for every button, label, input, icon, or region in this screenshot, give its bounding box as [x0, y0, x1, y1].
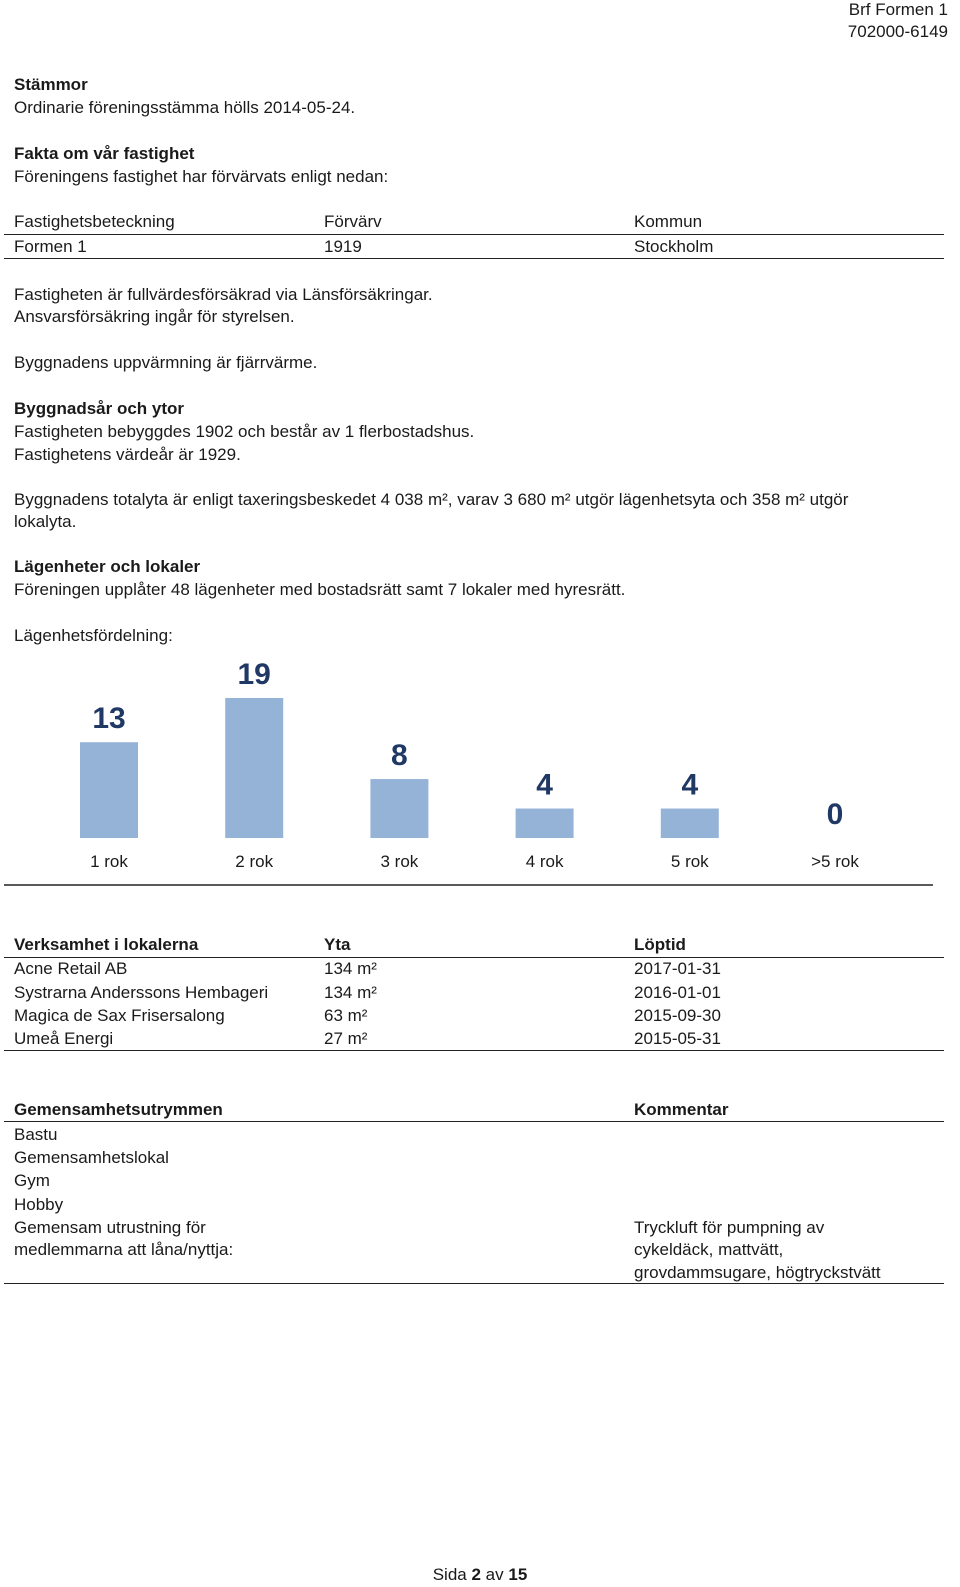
- page-footer: [0, 1564, 960, 1586]
- lokal-term: 2015-05-31: [634, 1029, 721, 1048]
- lokal-name: Systrarna Anderssons Hembageri: [14, 983, 269, 1002]
- data-label: 4: [536, 768, 553, 802]
- lokal-area: 134 m²: [324, 983, 377, 1002]
- list-item: Gemensamhetslokal: [14, 1148, 169, 1167]
- bar-5rok: [661, 809, 719, 838]
- category-label: 1 rok: [90, 852, 128, 871]
- fakta-cell-fastighet: Formen 1: [14, 237, 87, 256]
- footer-total: 15: [508, 1565, 528, 1584]
- lagenheter-text: Föreningen upplåter 48 lägenheter med bostadsrätt samt 7 lokaler med hyresrätt.: [14, 580, 626, 599]
- gemensam-header-rule: [4, 1121, 944, 1122]
- apartment-distribution-chart: [0, 660, 960, 900]
- lokal-term: 2017-01-31: [634, 959, 721, 978]
- category-label: 5 rok: [670, 852, 709, 871]
- fakta-heading: Fakta om vår fastighet: [14, 144, 195, 163]
- lokaler-col-verksamhet: Verksamhet i lokalerna: [14, 935, 199, 954]
- byggnadsar-line-1: Fastigheten bebyggdes 1902 och består av 1 flerbostadshus.: [14, 422, 475, 441]
- data-label: 8: [391, 739, 408, 773]
- fakta-col-kommun: Kommun: [634, 212, 703, 231]
- lokal-term: 2016-01-01: [634, 983, 721, 1002]
- lokaler-header-rule: [4, 957, 944, 958]
- chart-label: Lägenhetsfördelning:: [14, 626, 173, 645]
- area-line-1: Byggnadens totalyta är enligt taxeringsbeskedet 4 038 m², varav 3 680 m² utgör lägenhetsyta och 358 m² utgör: [14, 490, 849, 509]
- fakta-bottom-rule: [4, 258, 944, 259]
- comment-line: Tryckluft för pumpning av: [634, 1218, 825, 1237]
- list-item: Gym: [14, 1171, 50, 1190]
- stammor-heading: Stämmor: [14, 75, 88, 94]
- lagenheter-heading: Lägenheter och lokaler: [14, 557, 201, 576]
- byggnadsar-line-2: Fastighetens värdeår är 1929.: [14, 445, 241, 464]
- org-number: 702000-6149: [847, 22, 948, 41]
- fakta-col-fastighet: Fastighetsbeteckning: [14, 212, 175, 231]
- list-item: Bastu: [14, 1125, 58, 1144]
- stammor-text: Ordinarie föreningsstämma hölls 2014-05-24.: [14, 98, 356, 117]
- gemensam-bottom-rule: [4, 1283, 944, 1284]
- fakta-cell-forvarv: 1919: [324, 237, 362, 256]
- insurance-line-1: Fastigheten är fullvärdesförsäkrad via Länsförsäkringar.: [14, 285, 433, 304]
- gemensam-col-utrymmen: Gemensamhetsutrymmen: [14, 1100, 223, 1119]
- bar-3rok: [370, 779, 428, 838]
- lokal-area: 134 m²: [324, 959, 377, 978]
- area-line-2: lokalyta.: [14, 512, 77, 531]
- data-label: 0: [826, 798, 844, 831]
- fakta-col-forvarv: Förvärv: [324, 212, 382, 231]
- lokal-term: 2015-09-30: [634, 1006, 721, 1025]
- data-label: 4: [681, 768, 699, 802]
- fakta-text: Föreningens fastighet har förvärvats enligt nedan:: [14, 167, 389, 186]
- org-name: Brf Formen 1: [848, 0, 948, 19]
- lokaler-col-yta: Yta: [324, 935, 351, 954]
- footer-page: 2: [471, 1565, 481, 1584]
- lokal-area: 63 m²: [324, 1006, 368, 1025]
- list-item: Hobby: [14, 1195, 64, 1214]
- data-label: 19: [237, 660, 271, 691]
- list-item: Gemensam utrustning för: [14, 1218, 206, 1237]
- category-label: 4 rok: [525, 852, 564, 871]
- bar-1rok: [80, 742, 138, 838]
- lokaler-col-loptid: Löptid: [634, 935, 686, 954]
- comment-line: cykeldäck, mattvätt,: [634, 1240, 784, 1259]
- lokal-name: Acne Retail AB: [14, 959, 128, 978]
- list-item: medlemmarna att låna/nyttja:: [14, 1240, 234, 1259]
- bar-2rok: [225, 698, 283, 838]
- lokaler-bottom-rule: [4, 1050, 944, 1051]
- lokal-area: 27 m²: [324, 1029, 368, 1048]
- fakta-cell-kommun: Stockholm: [634, 237, 714, 256]
- comment-line: grovdammsugare, högtryckstvätt: [634, 1263, 881, 1282]
- lokal-name: Magica de Sax Frisersalong: [14, 1006, 225, 1025]
- footer-prefix: Sida: [432, 1565, 467, 1584]
- lokal-name: Umeå Energi: [14, 1029, 114, 1048]
- insurance-line-2: Ansvarsförsäkring ingår för styrelsen.: [14, 307, 295, 326]
- category-label: 3 rok: [380, 852, 419, 871]
- gemensam-col-kommentar: Kommentar: [634, 1100, 729, 1119]
- bar-4rok: [516, 809, 574, 838]
- category-label: 2 rok: [235, 852, 274, 871]
- fakta-header-rule: [4, 234, 944, 235]
- heating-text: Byggnadens uppvärmning är fjärrvärme.: [14, 353, 318, 372]
- category-label: >5 rok: [811, 852, 859, 871]
- footer-sep: av: [485, 1565, 504, 1584]
- data-label: 13: [92, 702, 126, 736]
- byggnadsar-heading: Byggnadsår och ytor: [14, 399, 185, 418]
